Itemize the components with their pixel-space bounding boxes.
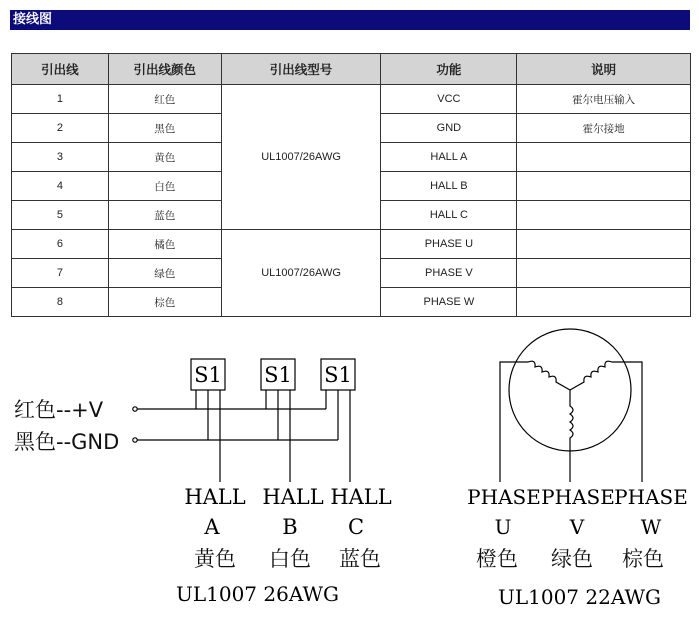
pin-cell: 6 [12, 230, 109, 259]
section-title: 接线图 [10, 10, 690, 30]
supply-ground-label: 黑色--GND [14, 430, 120, 454]
sensor-label-b: S1 [264, 363, 292, 387]
phase-output-name-u: PHASE [467, 485, 541, 509]
col-header-model: 引出线型号 [221, 54, 381, 85]
phase-output-color-u: 橙色 [476, 547, 518, 571]
function-cell: HALL B [381, 172, 517, 201]
hall-output-letter-c: C [347, 515, 365, 539]
color-cell: 橘色 [108, 230, 221, 259]
hall-output-color-b: 白色 [269, 547, 311, 571]
description-cell: 霍尔电压输入 [517, 85, 691, 114]
sensor-label-a: S1 [194, 363, 222, 387]
phase-v-coil [570, 390, 573, 450]
col-header-description: 说明 [517, 54, 691, 85]
hall-output-color-a: 黄色 [194, 547, 236, 571]
phase-output-letter-v: V [569, 515, 585, 539]
pin-cell: 4 [12, 172, 109, 201]
color-cell: 红色 [108, 85, 221, 114]
color-cell: 黑色 [108, 114, 221, 143]
phase-output-color-w: 棕色 [622, 547, 664, 571]
phase-output-letter-u: U [494, 515, 512, 539]
supply-positive-label: 红色--+V [14, 398, 104, 422]
function-cell: HALL A [381, 143, 517, 172]
function-cell: PHASE V [381, 259, 517, 288]
color-cell: 棕色 [108, 288, 221, 317]
pin-cell: 1 [12, 85, 109, 114]
motor-cable-spec: UL1007 22AWG [498, 585, 662, 609]
hall-output-name-c: HALL [330, 485, 392, 509]
hall-output-color-c: 蓝色 [339, 547, 381, 571]
description-cell: 霍尔接地 [517, 114, 691, 143]
hall-output-name-b: HALL [262, 485, 324, 509]
motor-winding-diagram [500, 329, 642, 482]
phase-output-letter-w: W [640, 515, 662, 539]
phase-output-name-v: PHASE [541, 485, 615, 509]
color-cell: 蓝色 [108, 201, 221, 230]
phase-output-name-w: PHASE [614, 485, 688, 509]
function-cell: VCC [381, 85, 517, 114]
sensor-label-c: S1 [324, 363, 352, 387]
pin-cell: 7 [12, 259, 109, 288]
phase-output-color-v: 绿色 [551, 547, 593, 571]
hall-output-letter-b: B [282, 515, 298, 539]
col-header-function: 功能 [381, 54, 517, 85]
col-header-color: 引出线颜色 [108, 54, 221, 85]
vcc-terminal [133, 407, 137, 411]
color-cell: 绿色 [108, 259, 221, 288]
gnd-terminal [133, 438, 137, 442]
hall-sensor-diagram [133, 359, 355, 482]
pin-cell: 3 [12, 143, 109, 172]
hall-cable-spec: UL1007 26AWG [176, 582, 340, 606]
color-cell: 白色 [108, 172, 221, 201]
pin-cell: 5 [12, 201, 109, 230]
col-header-pin: 引出线 [12, 54, 109, 85]
hall-output-letter-a: A [204, 515, 220, 539]
phase-u-coil [518, 361, 570, 390]
pin-cell: 8 [12, 288, 109, 317]
phase-w-lead [622, 362, 642, 482]
phase-w-coil [570, 361, 622, 390]
hall-output-name-a: HALL [184, 485, 246, 509]
model-cell: UL1007/26AWG [221, 230, 381, 317]
model-cell: UL1007/26AWG [221, 85, 381, 230]
pin-cell: 2 [12, 114, 109, 143]
function-cell: HALL C [381, 201, 517, 230]
function-cell: GND [381, 114, 517, 143]
color-cell: 黄色 [108, 143, 221, 172]
function-cell: PHASE W [381, 288, 517, 317]
phase-u-lead [500, 362, 518, 482]
function-cell: PHASE U [381, 230, 517, 259]
